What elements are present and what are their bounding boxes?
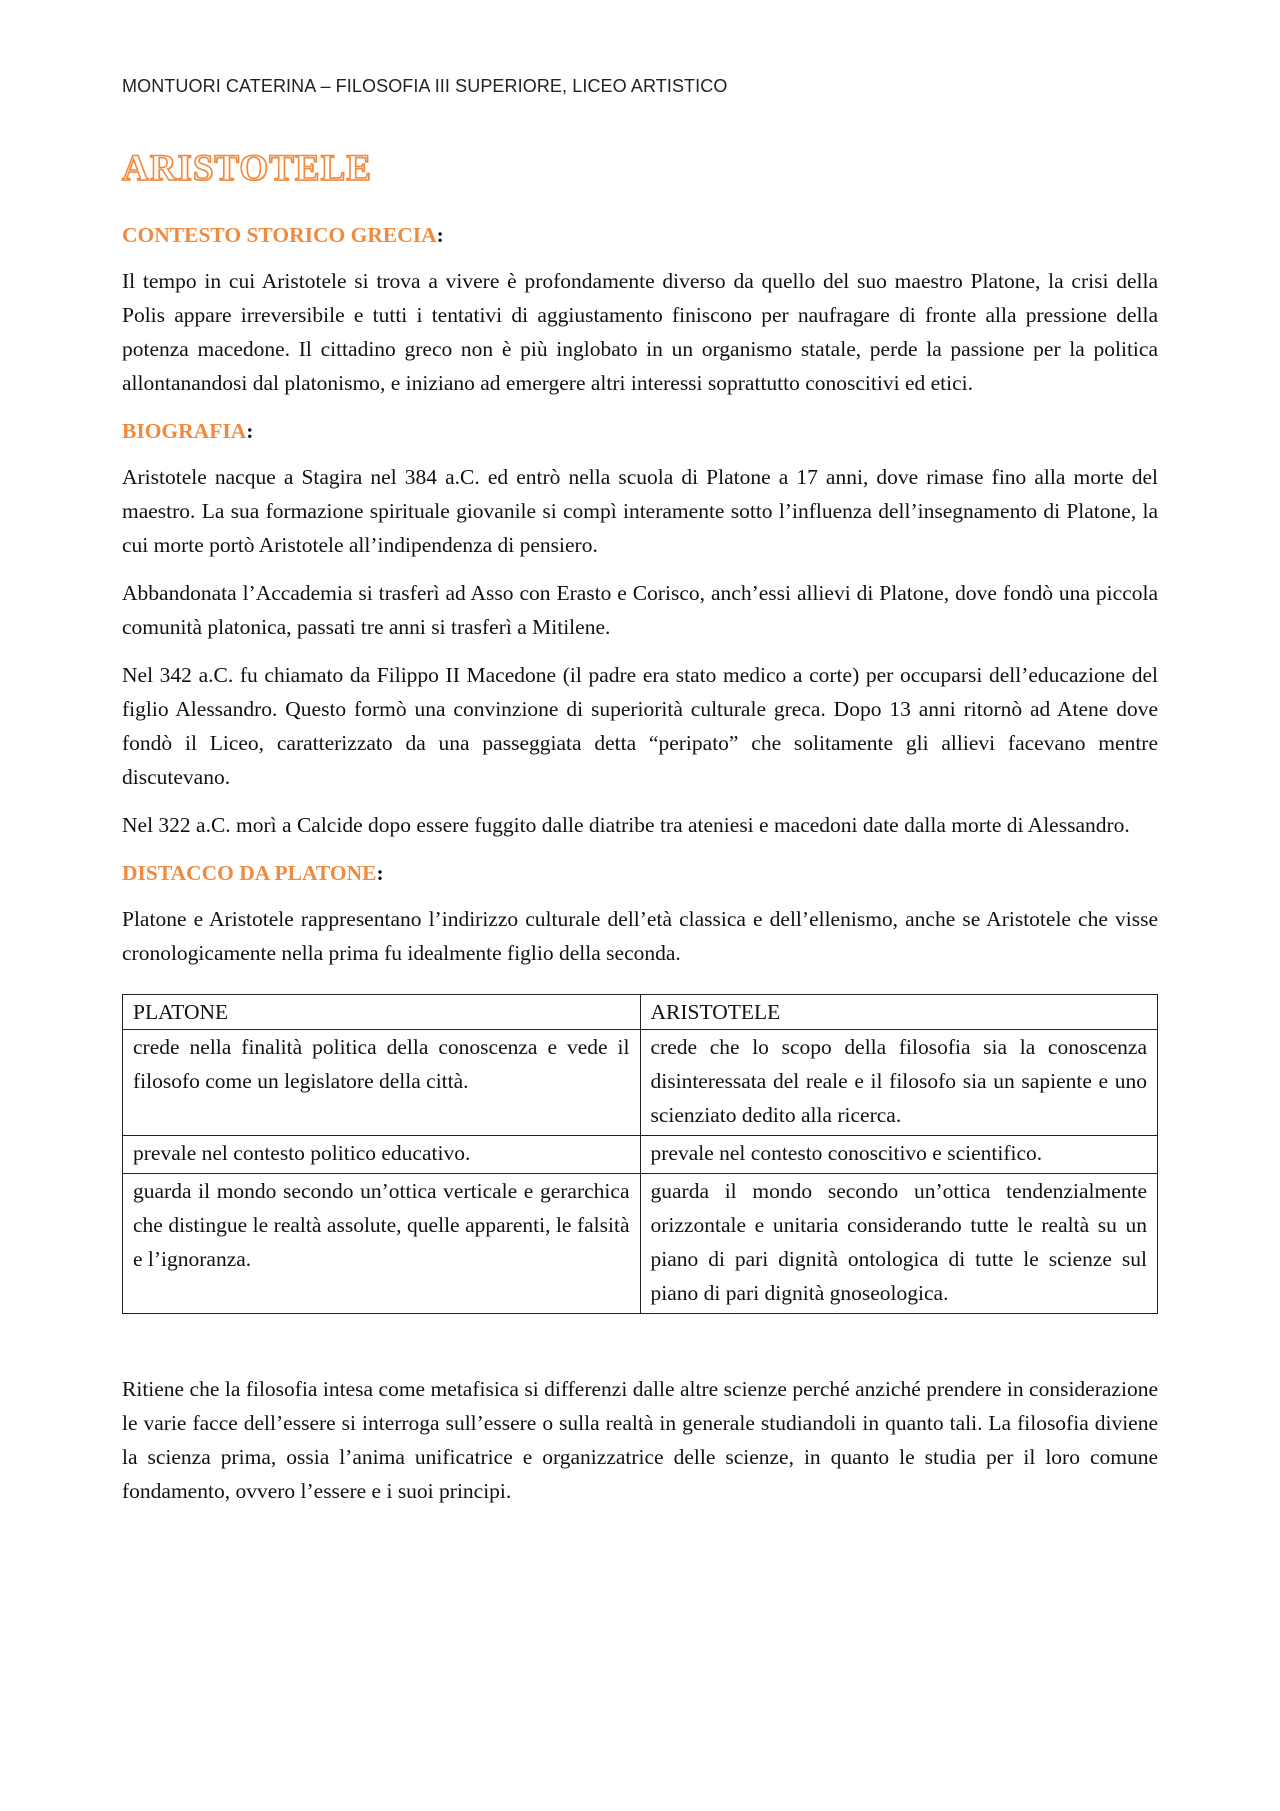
table-header-cell: PLATONE: [123, 995, 641, 1030]
table-row: [123, 1174, 1158, 1314]
section-heading-biografia: BIOGRAFIA:: [122, 419, 254, 443]
table-cell: crede nella finalità politica della conoscenza e vede il filosofo come un legislatore della città.: [123, 1030, 641, 1136]
paragraph: Abbandonata l’Accademia si trasferì ad Asso con Erasto e Corisco, anch’essi allievi di Platone, dove fondò una piccola comunità platonica, passati tre anni si trasferì a Mitilene.: [122, 581, 1158, 639]
table-cell: guarda il mondo secondo un’ottica verticale e gerarchica che distingue le realtà assolute, quelle apparenti, le falsità e l’ignoranza.: [123, 1174, 641, 1314]
paragraph: Platone e Aristotele rappresentano l’indirizzo culturale dell’età classica e dell’ellenismo, anche se Aristotele che visse cronologicamente nella prima fu idealmente figlio della seconda.: [122, 907, 1158, 965]
paragraph: Nel 322 a.C. morì a Calcide dopo essere fuggito dalle diatribe tra ateniesi e macedoni date dalla morte di Alessandro.: [122, 813, 1130, 837]
page-header: MONTUORI CATERINA – FILOSOFIA III SUPERIORE, LICEO ARTISTICO: [122, 76, 728, 96]
table-cell: prevale nel contesto conoscitivo e scientifico.: [640, 1136, 1158, 1174]
comparison-table: [122, 994, 1158, 1314]
table-cell: guarda il mondo secondo un’ottica tendenzialmente orizzontale e unitaria considerando tutte le realtà su un piano di pari dignità ontologica di tutte le scienze sul piano di pari dignità gnoseologica.: [640, 1174, 1158, 1314]
section-heading-contesto: CONTESTO STORICO GRECIA:: [122, 223, 444, 247]
table-row: [123, 1030, 1158, 1136]
table-header-row: [123, 995, 1158, 1030]
paragraph: Nel 342 a.C. fu chiamato da Filippo II Macedone (il padre era stato medico a corte) per occuparsi dell’educazione del figlio Alessandro. Questo formò una convinzione di superiorità culturale greca. Dopo 13 anni ritornò ad Atene dove fondò il Liceo, caratterizzato da una passeggiata detta “peripato” che solitamente gli allievi facevano mentre discutevano.: [122, 663, 1158, 789]
closing-paragraph: Ritiene che la filosofia intesa come metafisica si differenzi dalle altre scienze perché anziché prendere in considerazione le varie facce dell’essere si interroga sull’essere o sulla realtà in generale studiandoli in quanto tali. La filosofia diviene la scienza prima, ossia l’anima unificatrice e organizzatrice delle scienze, in quanto le studia per il loro comune fondamento, ovvero l’essere e i suoi principi.: [122, 1377, 1158, 1503]
table-cell: prevale nel contesto politico educativo.: [123, 1136, 641, 1174]
table-row: [123, 1136, 1158, 1174]
paragraph: Aristotele nacque a Stagira nel 384 a.C. ed entrò nella scuola di Platone a 17 anni, dove rimase fino alla morte del maestro. La sua formazione spirituale giovanile si compì interamente sotto l’influenza dell’insegnamento di Platone, la cui morte portò Aristotele all’indipendenza di pensiero.: [122, 465, 1158, 557]
table-cell: crede che lo scopo della filosofia sia la conoscenza disinteressata del reale e il filosofo sia un sapiente e uno scienziato dedito alla ricerca.: [640, 1030, 1158, 1136]
table-header-cell: ARISTOTELE: [640, 995, 1158, 1030]
document-title: ARISTOTELE: [122, 148, 372, 189]
section-heading-distacco: DISTACCO DA PLATONE:: [122, 861, 384, 885]
document-body: [122, 218, 1158, 1522]
paragraph: Il tempo in cui Aristotele si trova a vivere è profondamente diverso da quello del suo maestro Platone, la crisi della Polis appare irreversibile e tutti i tentativi di aggiustamento finiscono per naufragare di fronte alla pressione della potenza macedone. Il cittadino greco non è più inglobato in un organismo statale, perde la passione per la politica allontanandosi dal platonismo, e iniziano ad emergere altri interessi soprattutto conoscitivi ed etici.: [122, 269, 1158, 395]
